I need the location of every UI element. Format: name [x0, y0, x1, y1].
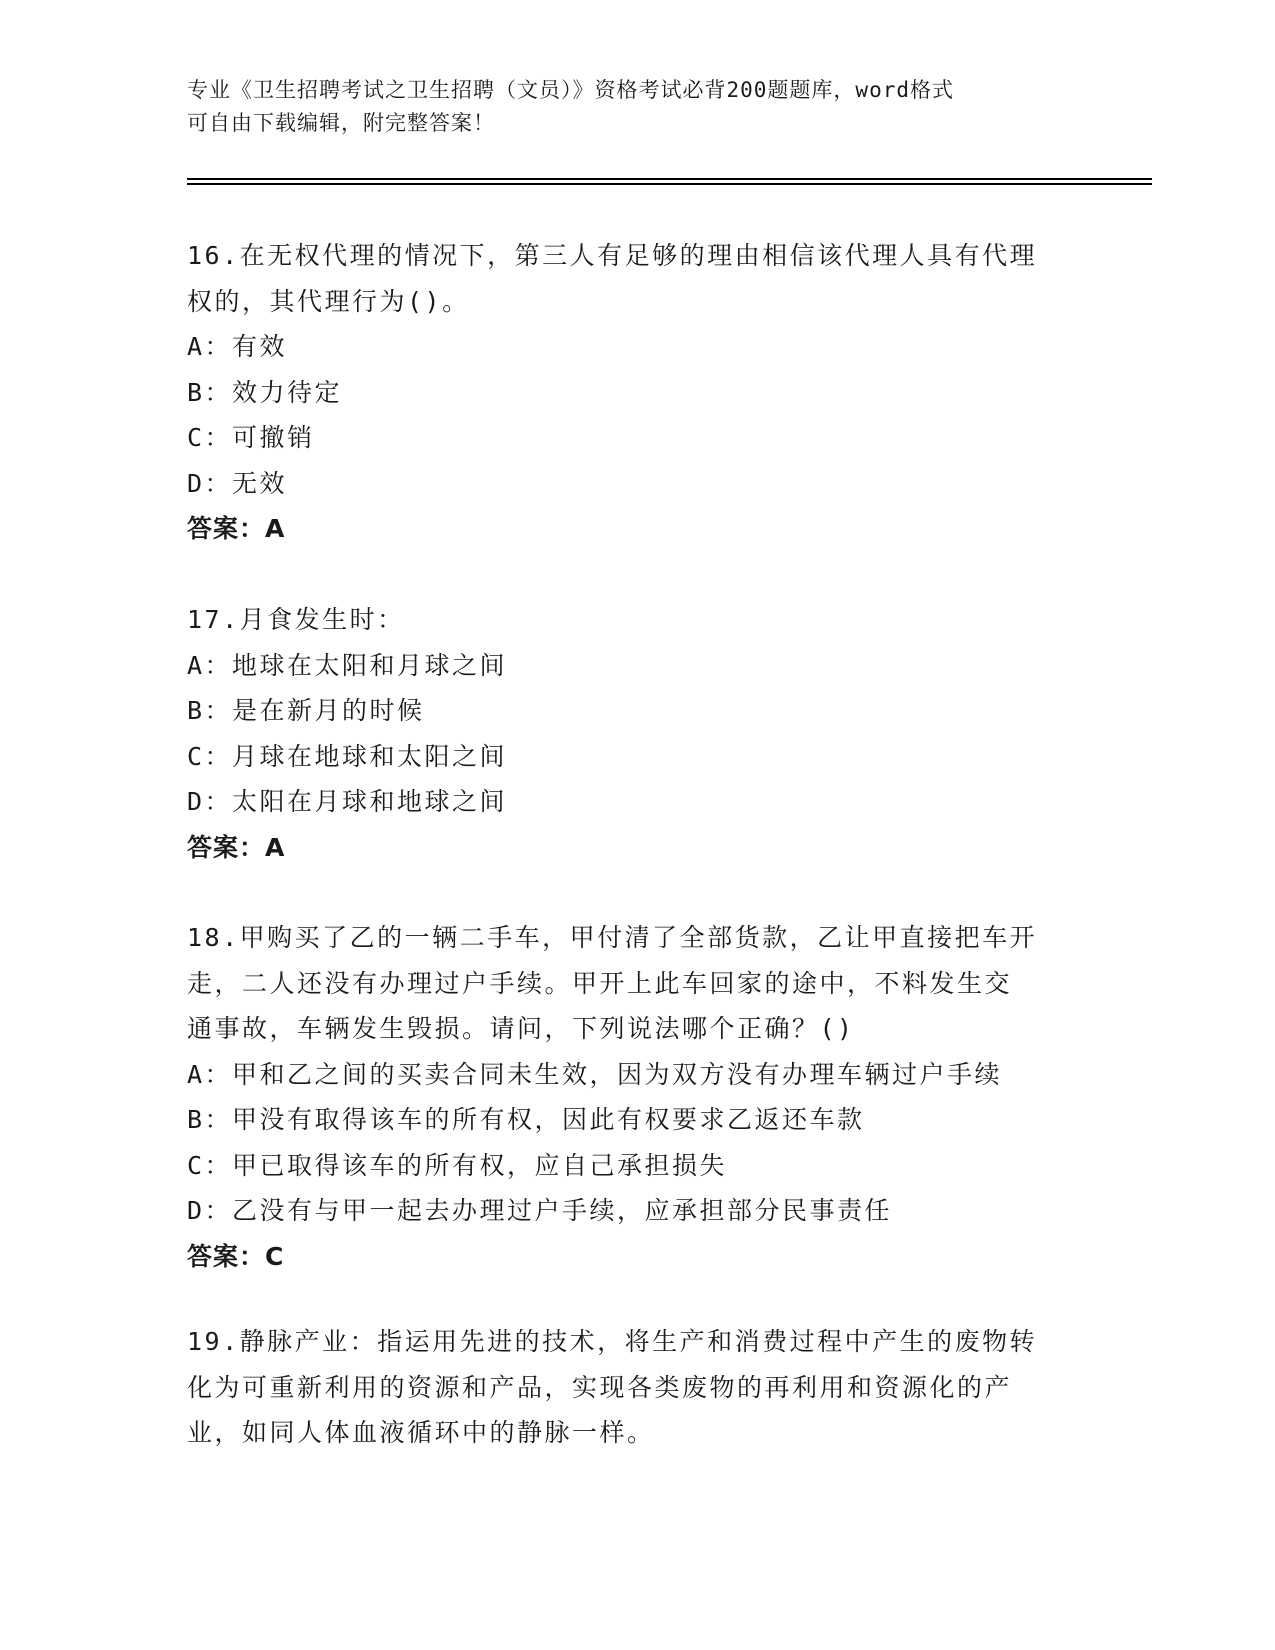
question-19-stem-line-2: 化为可重新利用的资源和产品，实现各类废物的再利用和资源化的产: [187, 1372, 1013, 1402]
question-18-answer: 答案：C: [187, 1241, 285, 1271]
question-18-stem-line-3: 通事故，车辆发生毁损。请问，下列说法哪个正确？(): [187, 1014, 855, 1043]
header-line-1: 专业《卫生招聘考试之卫生招聘（文员）》资格考试必背200题题库，word格式: [187, 78, 954, 102]
question-16-option-d: D：无效: [187, 468, 288, 498]
question-17: [187, 597, 1077, 870]
question-16-stem-line-2: 权的，其代理行为()。: [187, 286, 470, 316]
header-line-2: 可自由下载编辑，附完整答案！: [187, 111, 495, 135]
question-17-stem-line-1: 17.月食发生时：: [187, 605, 405, 634]
header-divider-bottom: [187, 183, 1152, 185]
question-16-option-a: A：有效: [187, 332, 288, 361]
question-17-option-d: D：太阳在月球和地球之间: [187, 787, 508, 816]
question-17-option-b: B：是在新月的时候: [187, 696, 425, 725]
question-18-option-a: A：甲和乙之间的买卖合同未生效，因为双方没有办理车辆过户手续: [187, 1059, 1003, 1089]
question-16-answer: 答案：A: [187, 514, 286, 543]
header-divider-top: [187, 178, 1152, 180]
question-18-stem-line-1: 18.甲购买了乙的一辆二手车，甲付清了全部货款，乙让甲直接把车开: [187, 923, 1038, 952]
question-16-option-b: B：效力待定: [187, 377, 343, 407]
question-19-stem-line-3: 业，如同人体血液循环中的静脉一样。: [187, 1418, 655, 1447]
question-17-answer: 答案：A: [187, 832, 286, 862]
question-18-option-c: C：甲已取得该车的所有权，应自己承担损失: [187, 1150, 728, 1180]
question-17-option-c: C：月球在地球和太阳之间: [187, 741, 508, 771]
question-16: [187, 233, 1077, 552]
question-16-stem-line-1: 16.在无权代理的情况下，第三人有足够的理由相信该代理人具有代理: [187, 241, 1038, 270]
question-18-stem-line-2: 走，二人还没有办理过户手续。甲开上此车回家的途中，不料发生交: [187, 968, 1013, 998]
question-18-option-d: D：乙没有与甲一起去办理过户手续，应承担部分民事责任: [187, 1196, 893, 1225]
question-19-stem-line-1: 19.静脉产业：指运用先进的技术，将生产和消费过程中产生的废物转: [187, 1327, 1038, 1356]
question-19: [187, 1319, 1077, 1456]
document-header: [187, 74, 1067, 140]
question-18: [187, 915, 1077, 1279]
question-17-option-a: A：地球在太阳和月球之间: [187, 650, 508, 680]
question-16-option-c: C：可撤销: [187, 423, 315, 452]
question-18-option-b: B：甲没有取得该车的所有权，因此有权要求乙返还车款: [187, 1105, 865, 1134]
